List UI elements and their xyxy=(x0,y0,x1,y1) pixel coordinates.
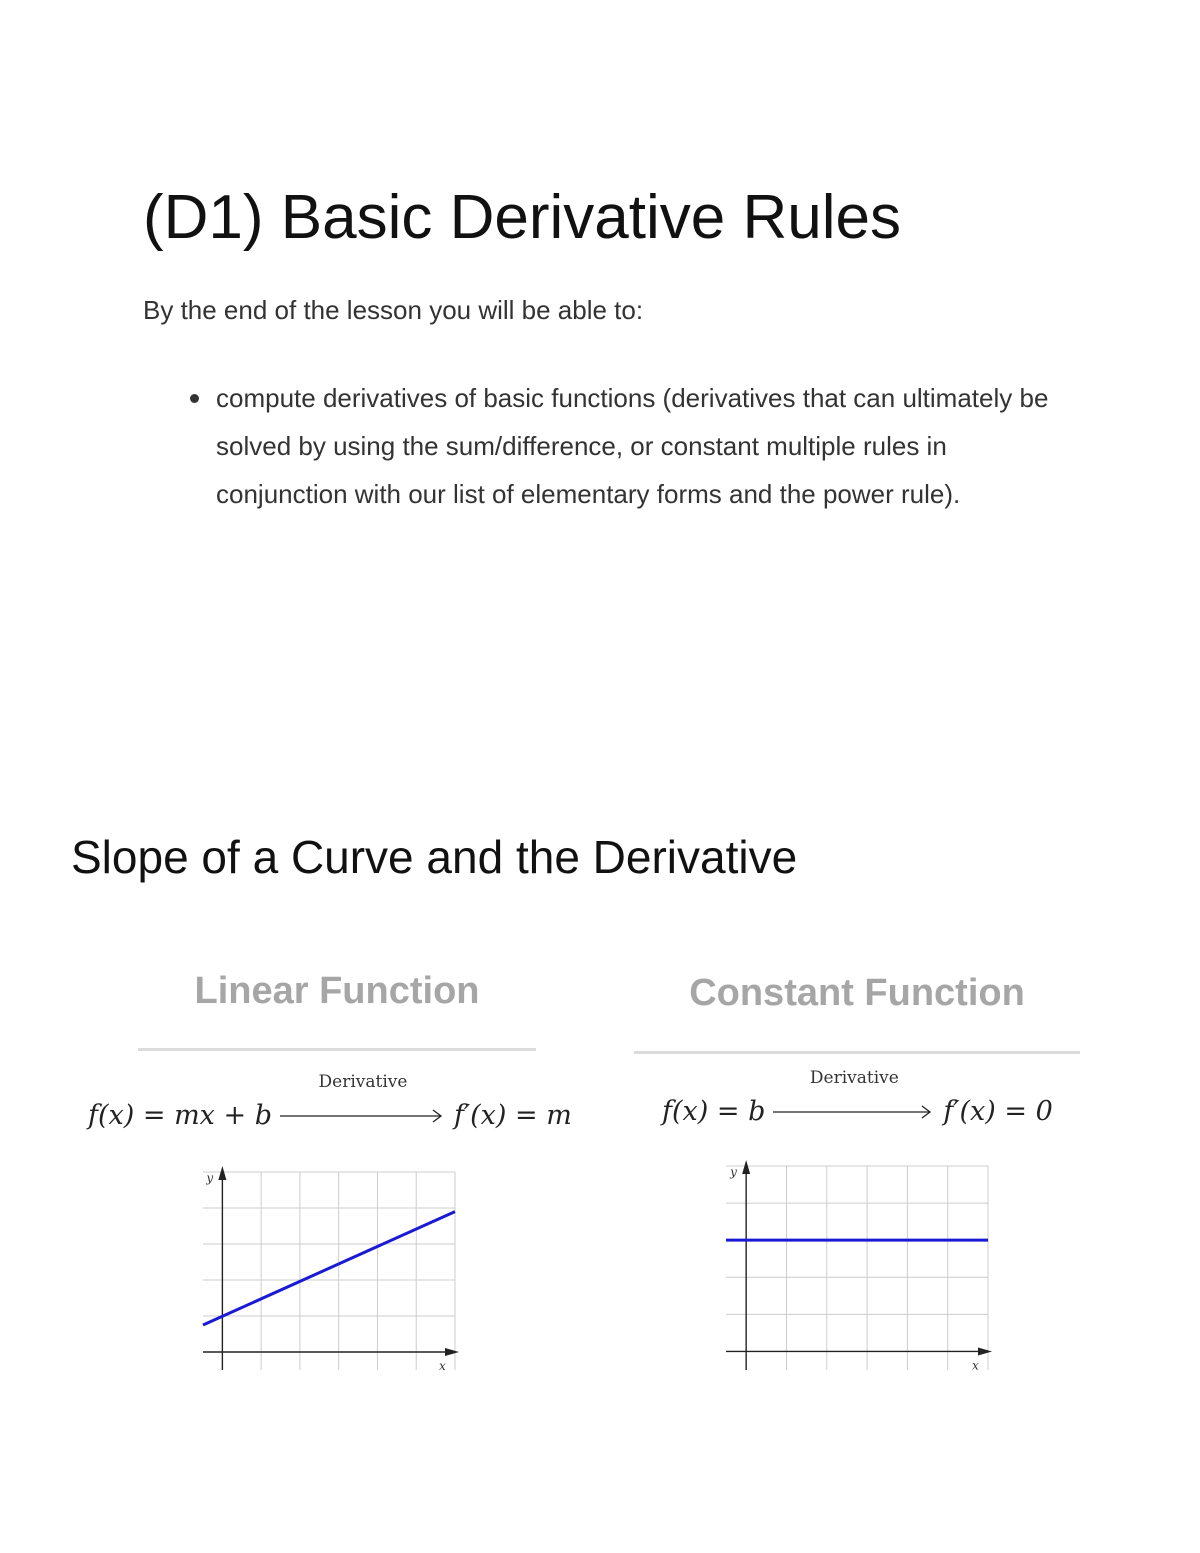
constant-card-header xyxy=(634,972,1080,1015)
bullet-icon xyxy=(190,394,199,403)
objective-text: compute derivatives of basic functions (derivatives that can ultimately be solved by using the sum/difference, or constant multiple rules in conjunction with our list of elementary forms and the power rule). xyxy=(216,383,1049,509)
formula-lhs: f(x) = b xyxy=(662,1096,766,1127)
x-axis-arrow-icon xyxy=(978,1347,992,1355)
card-divider xyxy=(138,1048,536,1051)
page-title: (D1) Basic Derivative Rules xyxy=(143,183,901,252)
y-axis-label: y xyxy=(206,1171,214,1185)
y-axis-arrow-icon xyxy=(742,1160,750,1174)
x-axis-arrow-icon xyxy=(445,1348,459,1356)
y-axis-arrow-icon xyxy=(218,1166,226,1180)
list-item xyxy=(216,374,1076,518)
formula-rhs: f′(x) = m xyxy=(453,1100,572,1131)
long-arrow-icon xyxy=(280,1104,446,1124)
long-arrow-icon xyxy=(773,1100,935,1120)
constant-formula xyxy=(662,1068,1053,1127)
function-line xyxy=(203,1212,455,1325)
formula-lhs: f(x) = mx + b xyxy=(88,1100,272,1131)
arrow-label: Derivative xyxy=(318,1072,408,1092)
objectives-list xyxy=(216,374,1076,518)
x-axis-label: x xyxy=(972,1358,979,1373)
derivative-arrow xyxy=(280,1072,446,1131)
intro-text: By the end of the lesson you will be able to: xyxy=(143,295,644,325)
constant-function-graph xyxy=(718,1152,998,1377)
linear-function-graph xyxy=(195,1158,465,1378)
x-axis-label: x xyxy=(439,1359,446,1373)
card-title-constant: Constant Function xyxy=(689,972,1025,1014)
section-title: Slope of a Curve and the Derivative xyxy=(71,831,798,883)
formula-rhs: f′(x) = 0 xyxy=(943,1096,1053,1127)
derivative-arrow xyxy=(773,1068,935,1127)
arrow-label: Derivative xyxy=(809,1068,899,1088)
card-title-linear: Linear Function xyxy=(194,970,480,1012)
y-axis-label: y xyxy=(730,1165,737,1179)
linear-card-header xyxy=(138,970,536,1013)
card-divider xyxy=(634,1051,1080,1054)
linear-formula xyxy=(88,1072,572,1131)
